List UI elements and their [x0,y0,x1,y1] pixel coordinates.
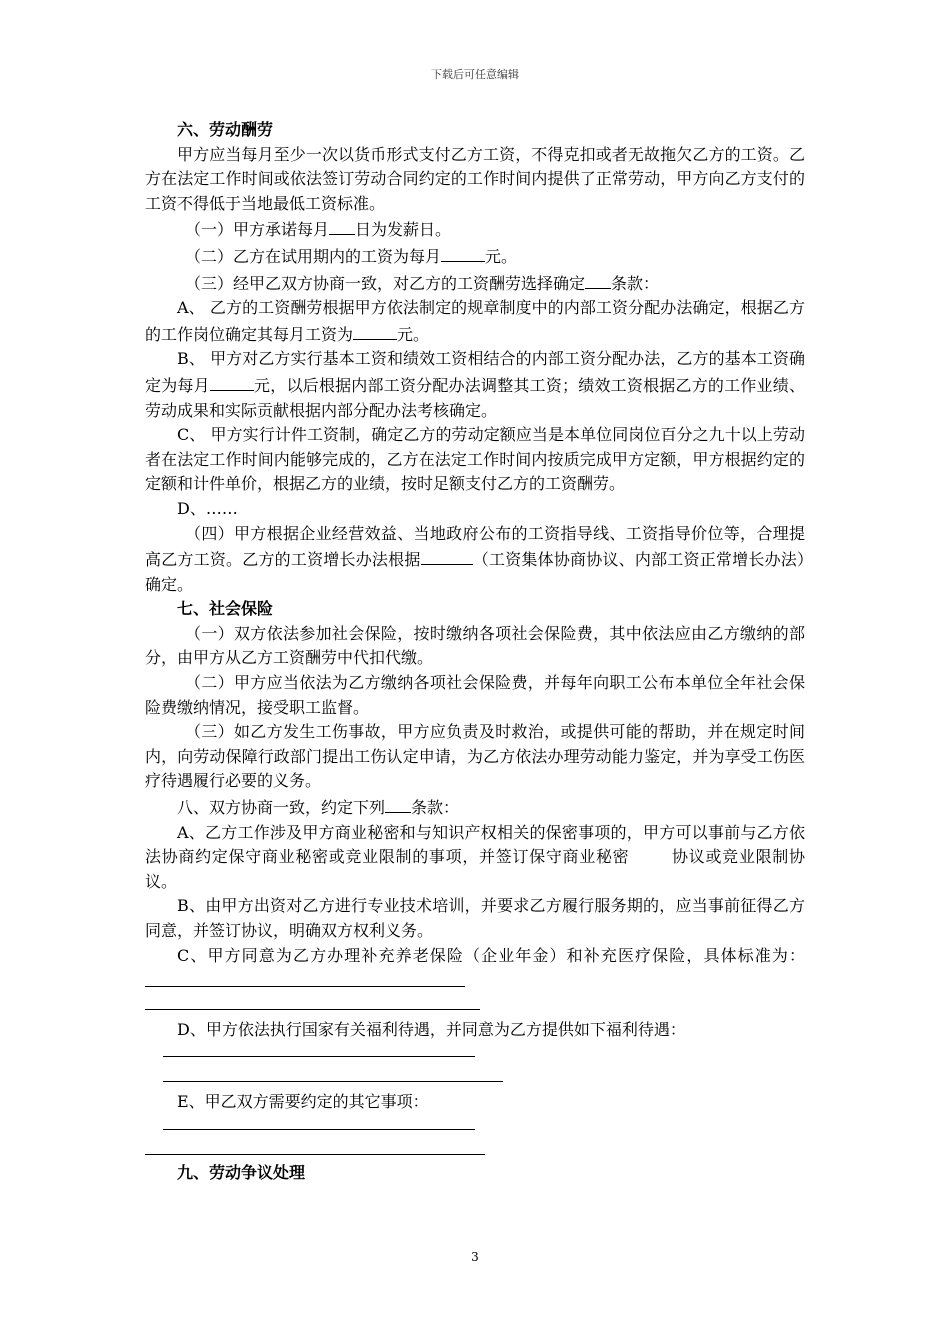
section-6-option-a [145,296,805,347]
section-7-item-1: （一）双方依法参加社会保险，按时缴纳各项社会保险费，其中依法应由乙方缴纳的部分，由甲方从乙方工资酬劳中代扣代缴。 [145,623,805,668]
blank-field[interactable] [145,968,465,987]
text: （一）甲方承诺每月 [185,220,330,240]
blank-field[interactable] [210,372,254,391]
text: C、甲方同意为乙方办理补充养老保险（企业年金）和补充医疗保险，具体标准为： [177,945,805,965]
section-6-option-c: C、 甲方实行计件工资制，确定乙方的劳动定额应当是本单位同岗位百分之九十以上劳动者在法定工作时间内能够完成的，乙方在法定工作时间内按质完成甲方定额，甲方根据约定的定额和计件单价，根据乙方的业绩，按时足额支付乙方的工资酬劳。 [145,425,805,494]
blank-field[interactable] [353,321,397,340]
blank-field[interactable] [421,546,473,565]
page-header: 下载后可任意编辑 [431,68,519,81]
text: B、 甲方对乙方实行基本工资和绩效工资相结合的内部工资分配办法，乙方的基本工资确定为每月 [145,349,805,395]
section-7-title: 七、社会保险 [177,599,274,619]
section-8-option-c [145,944,805,995]
text: （工资集体协商协议、内部工资正常增长办法）确定。 [145,550,805,594]
section-8-title [145,794,805,821]
section-6-item-2 [145,243,805,270]
blank-field[interactable] [385,794,411,813]
section-8-option-b: B、由甲方出资对乙方进行专业技术培训，并要求乙方履行服务期的，应当事前征得乙方同意，并签订协议，明确双方权利义务。 [145,896,805,940]
blank-line[interactable] [163,1129,475,1130]
section-6-intro: 甲方应当每月至少一次以货币形式支付乙方工资，不得克扣或者无故拖欠乙方的工资。乙方在法定工作时间或依法签订劳动合同约定的工作时间内提供了正常劳动，甲方向乙方支付的工资不得低于当地最低工资标准。 [145,144,805,213]
section-6-title: 六、劳动酬劳 [177,120,274,139]
document-body [145,118,805,1186]
section-8-option-d: D、甲方依法执行国家有关福利待遇，并同意为乙方提供如下福利待遇： [177,1019,686,1039]
section-7-item-3: （三）如乙方发生工伤事故，甲方应负责及时救治，或提供可能的帮助，并在规定时间内，向劳动保障行政部门提出工伤认定申请，为乙方依法办理劳动能力鉴定，并为享受工伤医疗待遇履行必要的义务。 [145,722,805,791]
text: 条款： [411,798,460,818]
text: A、乙方工作涉及甲方商业秘密和与知识产权相关的保密事项的，甲方可以事前与乙方依法协商约定保守商业秘密或竞业限制的事项，并签订保守商业秘密 [145,822,805,867]
section-8-option-a [145,821,805,895]
text: A、 乙方的工资酬劳根据甲方依法制定的规章制度中的内部工资分配办法确定，根据乙方的工作岗位确定其每月工资为 [145,298,805,344]
page-number: 3 [471,1250,479,1264]
text: 元。 [397,324,430,344]
blank-line[interactable] [163,1056,475,1057]
text: （三）经甲乙双方协商一致，对乙方的工资酬劳选择确定 [185,273,586,293]
section-6-option-d: D、…… [177,498,238,518]
blank-field[interactable] [585,270,611,289]
section-9-title: 九、劳动争议处理 [177,1162,306,1182]
section-8-option-e: E、甲乙双方需要约定的其它事项： [177,1092,429,1112]
section-6-item-4 [145,522,805,598]
blank-field[interactable] [441,243,485,262]
section-6-item-3 [145,270,805,297]
blank-field[interactable] [329,216,355,235]
text: 条款： [611,273,660,293]
text: 元，以后根据内部工资分配办法调整其工资；绩效工资根据乙方的工作业绩、劳动成果和实际贡献根据内部分配办法考核确定。 [145,375,805,420]
section-6-item-1 [145,216,805,243]
text: 协议或竞业限制协议。 [145,847,805,891]
text: 八、双方协商一致，约定下列 [177,798,386,818]
text: （四）甲方根据企业经营效益、当地政府公布的工资指导线、工资指导价位等，合理提高乙方工资。乙方的工资增长办法根据 [145,523,805,570]
section-7-item-2: （二）甲方应当依法为乙方缴纳各项社会保险费，并每年向职工公布本单位全年社会保险费缴纳情况，接受职工监督。 [145,673,805,717]
blank-line[interactable] [163,1081,503,1082]
blank-line[interactable] [145,1009,480,1010]
section-6-option-b [145,347,805,423]
blank-line[interactable] [145,1154,485,1155]
text: （二）乙方在试用期内的工资为每月 [185,246,442,266]
text: 元。 [485,246,518,266]
text: 日为发薪日。 [355,220,452,240]
